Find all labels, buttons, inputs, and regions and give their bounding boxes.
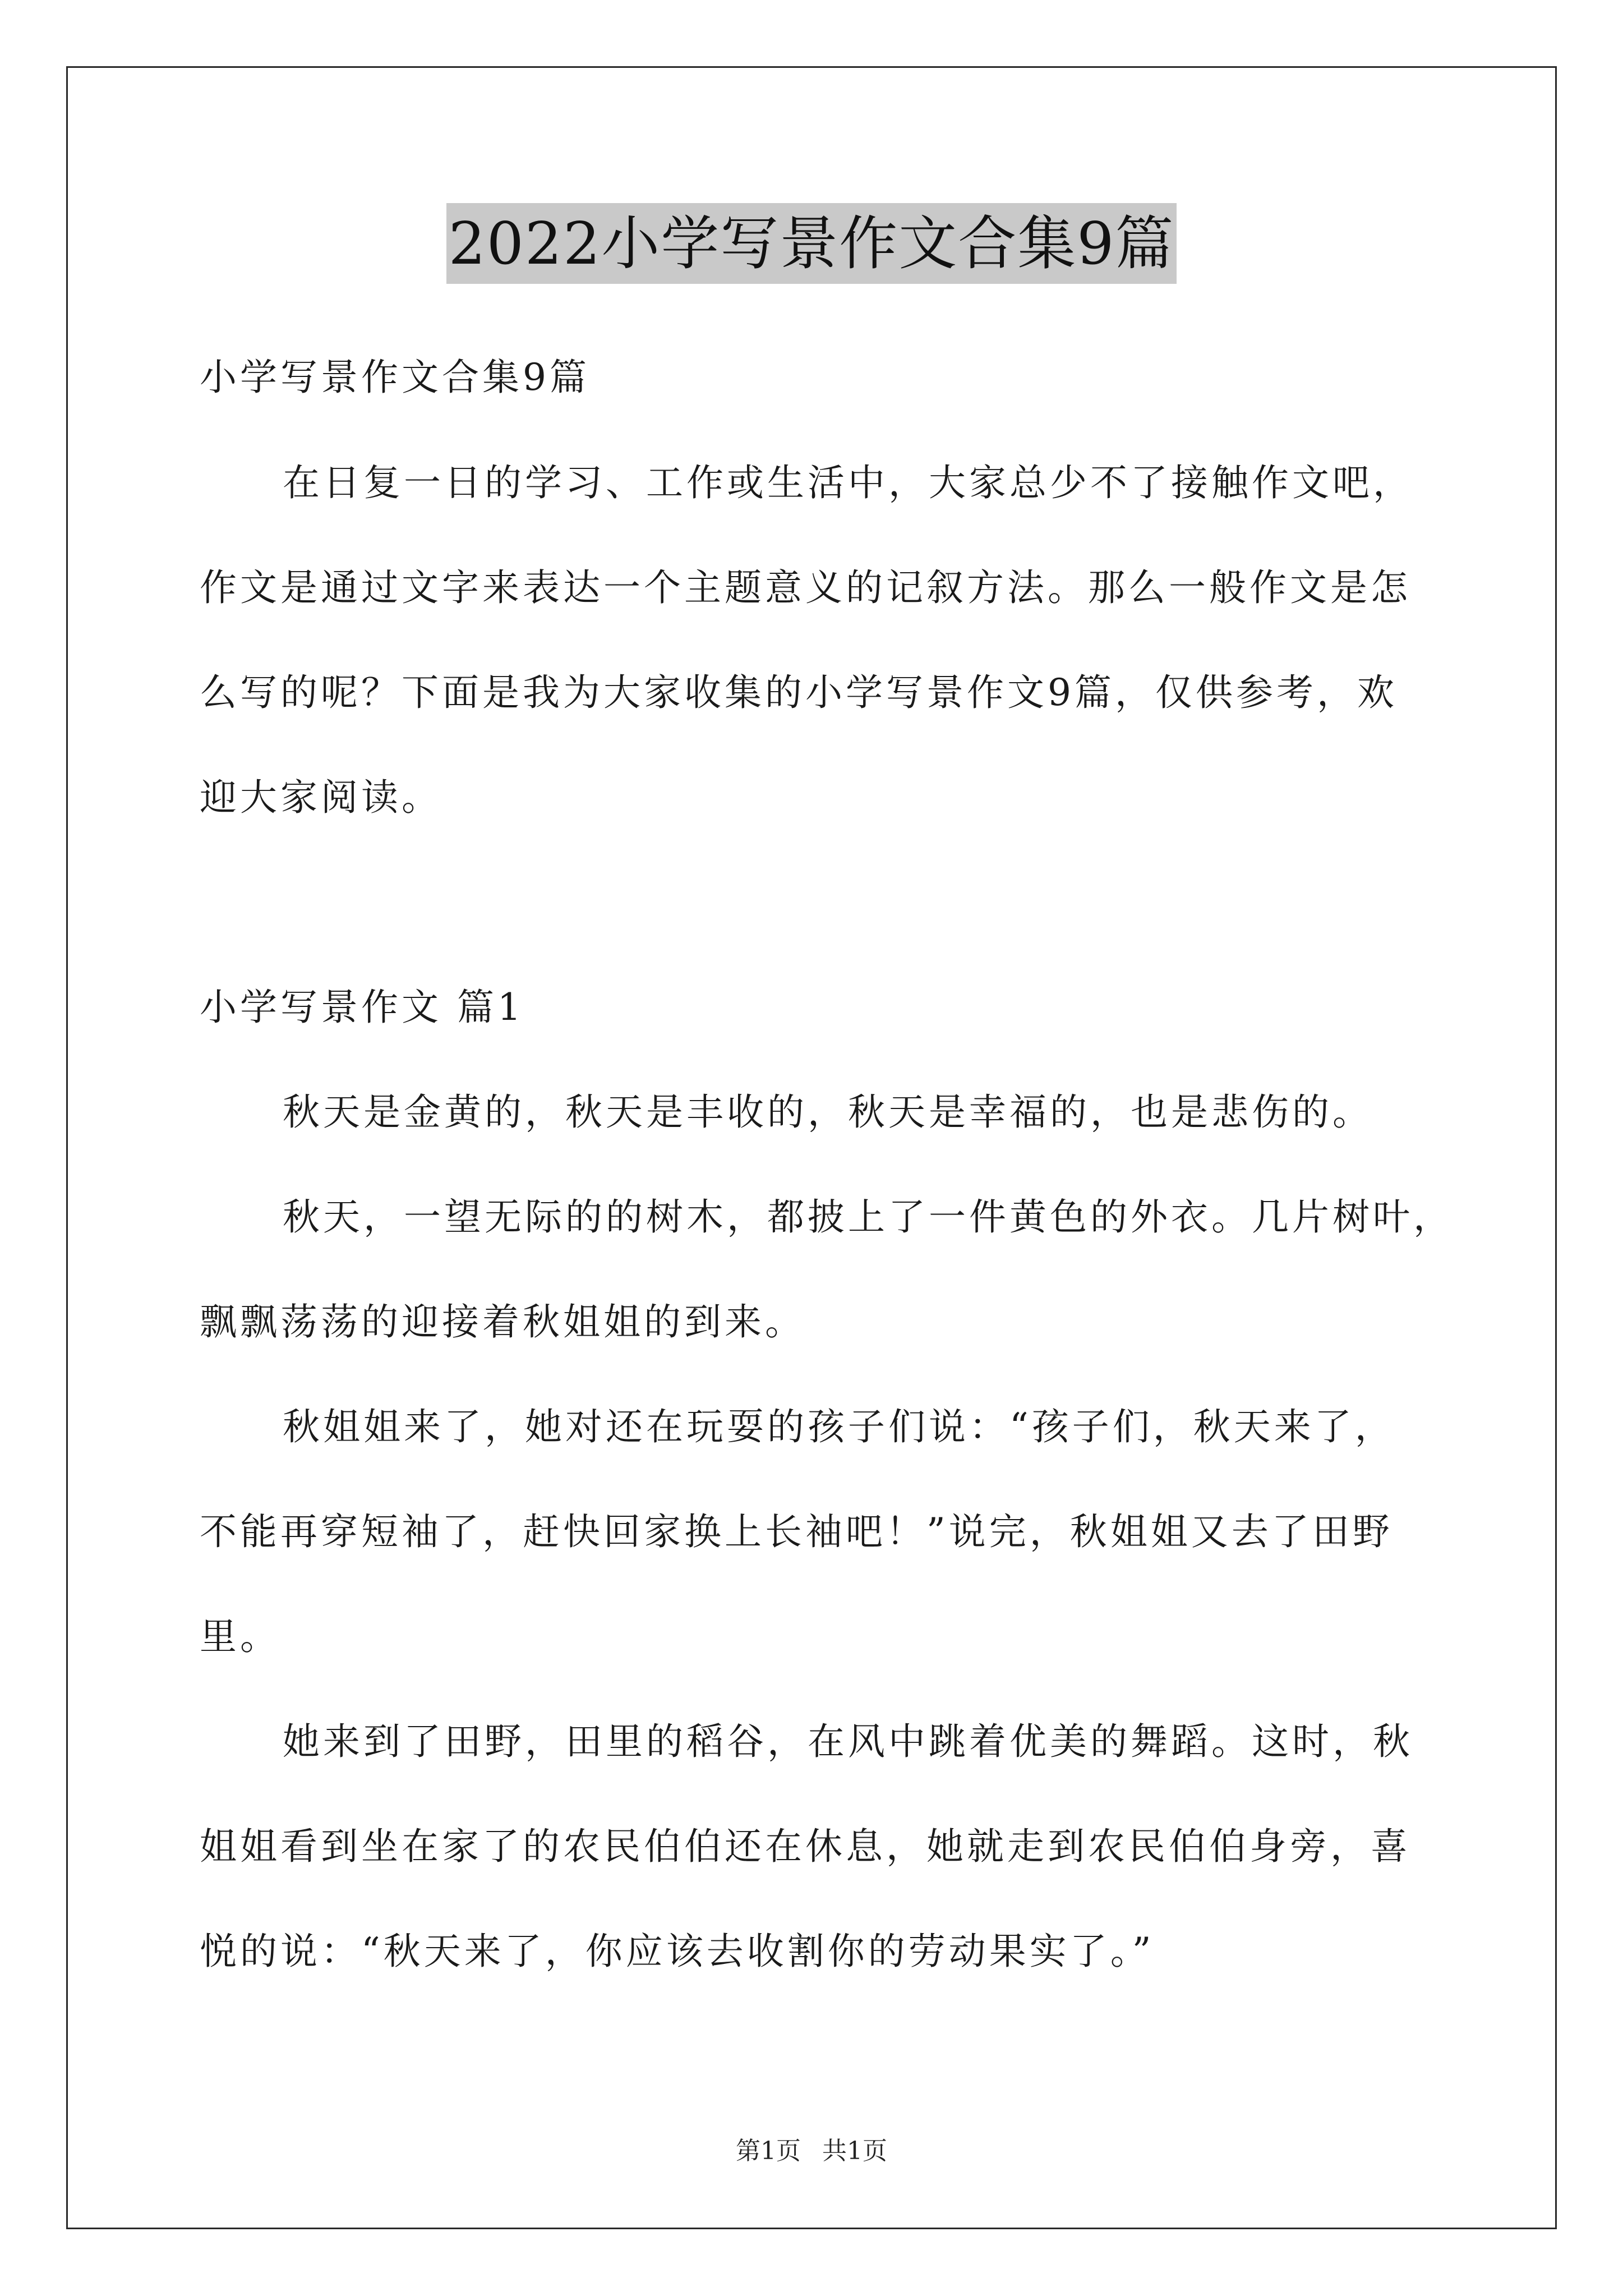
paragraph-line: 秋姐姐来了，她对还在玩耍的孩子们说：“孩子们，秋天来了， xyxy=(283,1405,1395,1448)
paragraph-line: 秋天是金黄的，秋天是丰收的，秋天是幸福的，也是悲伤的。 xyxy=(283,1091,1373,1134)
subtitle: 小学写景作文合集9篇 xyxy=(200,356,590,399)
paragraph-line: 她来到了田野，田里的稻谷，在风中跳着优美的舞蹈。这时，秋 xyxy=(283,1720,1413,1763)
paragraph-line: 姐姐看到坐在家了的农民伯伯还在休息，她就走到农民伯伯身旁，喜 xyxy=(200,1825,1411,1868)
paragraph-line: 迎大家阅读。 xyxy=(200,776,442,819)
paragraph-line: 么写的呢？下面是我为大家收集的小学写景作文9篇，仅供参考，欢 xyxy=(200,671,1398,714)
paragraph-line: 在日复一日的学习、工作或生活中，大家总少不了接触作文吧， xyxy=(283,461,1413,504)
title-container xyxy=(0,203,1623,284)
paragraph-line: 作文是通过文字来表达一个主题意义的记叙方法。那么一般作文是怎 xyxy=(200,566,1411,609)
paragraph-line: 秋天，一望无际的的树木，都披上了一件黄色的外衣。几片树叶， xyxy=(283,1195,1454,1239)
page-footer xyxy=(0,2137,1623,2165)
paragraph-line: 不能再穿短袖了，赶快回家换上长袖吧！”说完，秋姐姐又去了田野 xyxy=(200,1510,1393,1553)
page-total: 共1页 xyxy=(822,2137,887,2165)
section-heading: 小学写景作文 篇1 xyxy=(200,986,524,1029)
document-title: 2022小学写景作文合集9篇 xyxy=(446,203,1177,284)
page-number: 第1页 xyxy=(736,2137,801,2165)
paragraph-line: 飘飘荡荡的迎接着秋姐姐的到来。 xyxy=(200,1300,805,1343)
paragraph-line: 悦的说：“秋天来了，你应该去收割你的劳动果实了。” xyxy=(200,1930,1155,1973)
paragraph-line: 里。 xyxy=(200,1615,280,1658)
